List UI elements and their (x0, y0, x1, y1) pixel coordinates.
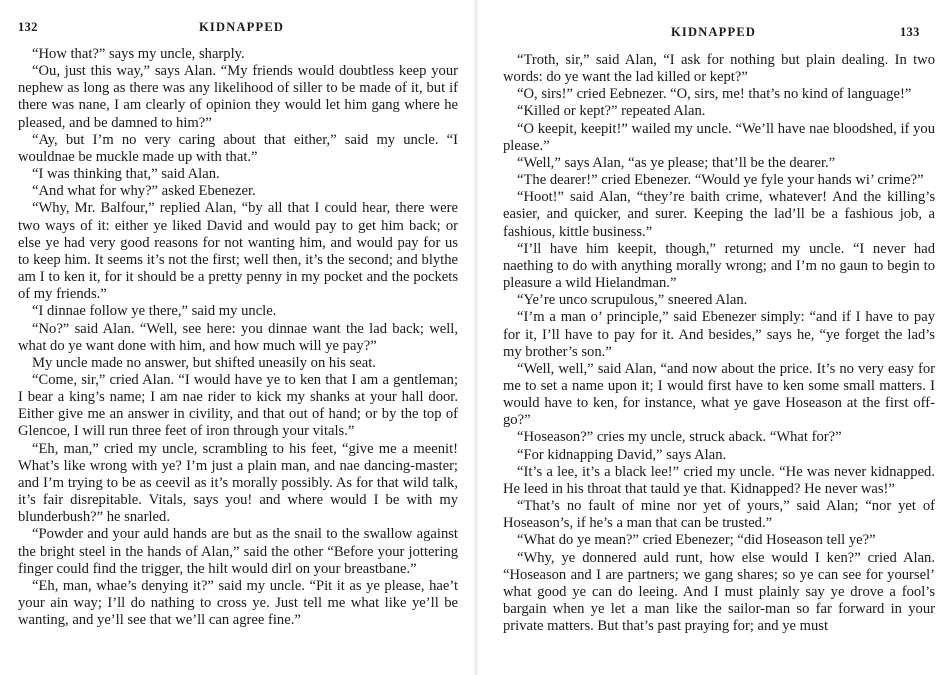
right-page (476, 0, 952, 675)
paragraph: “Come, sir,” cried Alan. “I would have ye to ken that I am a gentleman; I bear a king’s name; I am nae rider to kick my shanks at your hall door. Either give me an answer in civility, and that out of hand; or by the top of Glencoe, I will run three feet of iron through your vitals.” (18, 371, 458, 440)
paragraph: “O, sirs!” cried Eebnezer. “O, sirs, me! that’s no kind of language!” (517, 86, 912, 103)
paragraph: “Why, Mr. Balfour,” replied Alan, “by all that I could hear, there were two ways of it: either ye liked David and would pay to get him back; or else ye had very good reasons for not wanting him, and would pay for us to keep him. It seems it’s not the first; well then, it’s the second; and blythe am I to ken it, for it should be a pretty penny in my pocket and the pockets of my friends.” (18, 200, 458, 303)
paragraph: “No?” said Alan. “Well, see here: you dinnae want the lad back; well, what do ye want done with him, and how much will ye pay?” (18, 320, 458, 354)
paragraph: “That’s no fault of mine nor yet of yours,” said Alan; “nor yet of Hoseason’s, if he’s a man that can be trusted.” (503, 498, 935, 532)
paragraph: “O keepit, keepit!” wailed my uncle. “We’ll have nae bloodshed, if you please.” (503, 120, 935, 154)
paragraph: “Why, ye donnered auld runt, how else would I ken?” cried Alan. “Hoseason and I are partners; we gang shares; so ye can see for yoursel’ what good ye can do leeing. And I must plainly say ye drove a fool’s bargain when ye let a man like the sailor-man so far forward in your private matters. But that’s past praying for; and ye must (503, 549, 935, 635)
paragraph: “Ay, but I’m no very caring about that either,” said my uncle. “I wouldnae be muckle made up with that.” (18, 131, 458, 165)
running-head: KIDNAPPED (671, 25, 757, 39)
paragraph: “Well, well,” said Alan, “and now about the price. It’s no very easy for me to set a name upon it; I would first have to ken some small matters. I would have to ken, for instance, what ye gave Hoseason at the first off-go?” (503, 360, 935, 429)
paragraph: “Eh, man,” cried my uncle, scrambling to his feet, “give me a meenit! What’s like wrong with ye? I’m just a plain man, and nae dancing-master; and I’m trying to be as ceevil as it’s morally possibly. As for that wild talk, it’s fair disrepitable. Vitals, says you! and where would I be with my blunderbush?” he snarled. (18, 440, 458, 526)
paragraph: “Eh, man, whae’s denying it?” said my uncle. “Pit it as ye please, hae’t your ain way; I’ll do nathing to cross ye. Just tell me what like ye’ll be wanting, and ye’ll see that we’ll can agree fine.” (18, 577, 458, 629)
paragraph: “Killed or kept?” repeated Alan. (517, 103, 706, 120)
page-body (503, 52, 935, 635)
paragraph: “And what for why?” asked Ebenezer. (32, 183, 256, 200)
paragraph: “I was thinking that,” said Alan. (32, 166, 220, 183)
paragraph: “Hoseason?” cries my uncle, struck aback. “What for?” (517, 429, 842, 446)
paragraph: “Ou, just this way,” says Alan. “My friends would doubtless keep your nephew as long as there was any likelihood of siller to be made of it, but if there was nane, I am clearly of opinion they would let him gang where he pleased, and be damned to him?” (18, 63, 458, 131)
paragraph: “How that?” says my uncle, sharply. (32, 46, 245, 62)
paragraph: “Well,” says Alan, “as ye please; that’ll be the dearer.” (517, 154, 836, 171)
page-number: 132 (18, 20, 38, 34)
paragraph: “Powder and your auld hands are but as the snail to the swallow against the bright steel in the hands of Alan,” said the other “Before your jottering finger could find the trigger, the hilt would dirl on your breastbane.” (18, 526, 458, 577)
page-body (18, 46, 458, 629)
paragraph: “Hoot!” said Alan, “they’re baith crime, whatever! And the killing’s easier, and quicker, and surer. Keeping the lad’ll be a fashious job, a fashious, kittle business.” (503, 189, 935, 240)
paragraph: “I’ll have him keepit, though,” returned my uncle. “I never had naething to do with anything morally wrong; and I’m no gaun to begin to pleasure a wild Hielandman.” (503, 240, 935, 292)
paragraph: My uncle made no answer, but shifted uneasily on his seat. (32, 354, 376, 371)
paragraph: “I dinnae follow ye there,” said my uncle. (32, 303, 277, 320)
paragraph: “Ye’re unco scrupulous,” sneered Alan. (517, 292, 748, 309)
paragraph: “For kidnapping David,” says Alan. (517, 446, 727, 463)
paragraph: “The dearer!” cried Ebenezer. “Would ye fyle your hands wi’ crime?” (517, 172, 924, 189)
paragraph: “I’m a man o’ principle,” said Ebenezer simply: “and if I have to pay for it, I’ll have to pay for it. And besides,” says he, “ye forget the lad’s my brother’s son.” (503, 309, 935, 360)
page-number: 133 (900, 25, 920, 39)
paragraph: “It’s a lee, it’s a black lee!” cried my uncle. “He was never kidnapped. He leed in his throat that tauld ye that. Kidnapped? He never was!” (503, 463, 935, 497)
paragraph: “Troth, sir,” said Alan, “I ask for nothing but plain dealing. In two words: do ye want the lad killed or kept?” (503, 52, 935, 86)
running-head: KIDNAPPED (199, 20, 285, 34)
paragraph: “What do ye mean?” cried Ebenezer; “did Hoseason tell ye?” (517, 532, 876, 549)
